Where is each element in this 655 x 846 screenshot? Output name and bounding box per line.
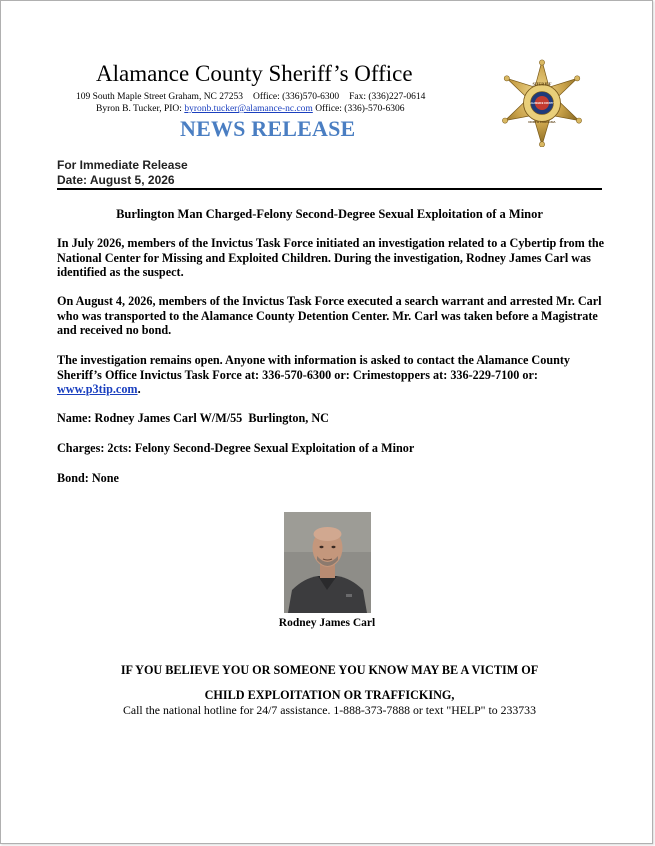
suspect-photo bbox=[284, 512, 371, 613]
badge-bottom-text: NORTH CAROLINA bbox=[528, 120, 556, 125]
link-suffix: . bbox=[137, 382, 141, 396]
contact-text: The investigation remains open. Anyone with information is asked to contact the Alamance County Sheriff’s Office Invictus Task Force at: 336-570-6300 or: Crimestoppers at: 336-229-7100 or: bbox=[57, 353, 571, 382]
office-address: 109 South Maple Street Graham, NC 27253 bbox=[76, 92, 244, 102]
victim-notice-line2: CHILD EXPLOITATION OR TRAFFICKING, bbox=[204, 688, 455, 702]
release-info bbox=[57, 158, 188, 188]
office-fax: Fax: (336)227-0614 bbox=[349, 92, 426, 102]
suspect-name: Name: Rodney James Carl W/M/55 Burlington, NC bbox=[57, 411, 329, 425]
pio-name: Byron B. Tucker, PIO: bbox=[96, 104, 182, 114]
suspect-charges: Charges: 2cts: Felony Second-Degree Sexual Exploitation of a Minor bbox=[57, 441, 415, 455]
news-release-title: NEWS RELEASE bbox=[180, 116, 356, 141]
suspect-bond: Bond: None bbox=[57, 471, 119, 485]
hotline-info: Call the national hotline for 24/7 assistance. 1-888-373-7888 or text "HELP" to 233733 bbox=[123, 703, 536, 717]
pio-contact-line bbox=[96, 104, 404, 114]
paragraph-contact bbox=[57, 353, 607, 397]
p3tip-link[interactable]: www.p3tip.com bbox=[57, 382, 138, 396]
pio-email-link[interactable]: byronb.tucker@alamance-nc.com bbox=[184, 104, 313, 114]
header-divider bbox=[57, 188, 602, 190]
photo-caption: Rodney James Carl bbox=[278, 617, 376, 629]
badge-inner-text: ALAMANCE COUNTY bbox=[530, 102, 554, 105]
paragraph-arrest: On August 4, 2026, members of the Invictus Task Force executed a search warrant and arrested Mr. Carl who was transported to the Alamance County Detention Center. Mr. Carl was taken before a Magistrate and received no bond. bbox=[57, 294, 602, 337]
office-name: Alamance County Sheriff’s Office bbox=[96, 61, 413, 86]
pio-phone: Office: (336)-570-6306 bbox=[315, 104, 405, 114]
office-contact-line bbox=[76, 92, 425, 102]
sheriff-badge-icon bbox=[498, 59, 586, 147]
headline: Burlington Man Charged-Felony Second-Degree Sexual Exploitation of a Minor bbox=[116, 207, 543, 221]
badge-top-text: SHERIFF bbox=[532, 81, 552, 87]
office-phone: Office: (336)570-6300 bbox=[253, 92, 340, 102]
paragraph-investigation: In July 2026, members of the Invictus Task Force initiated an investigation related to a Cybertip from the National Center for Missing and Exploited Children. During the investigation, Rodney James Carl was identified as the suspect. bbox=[57, 236, 605, 279]
victim-notice-line1: IF YOU BELIEVE YOU OR SOMEONE YOU KNOW MAY BE A VICTIM OF bbox=[120, 663, 539, 677]
release-date: Date: August 5, 2026 bbox=[57, 173, 175, 187]
release-immediate: For Immediate Release bbox=[57, 158, 188, 172]
mugshot-icon bbox=[284, 512, 371, 613]
